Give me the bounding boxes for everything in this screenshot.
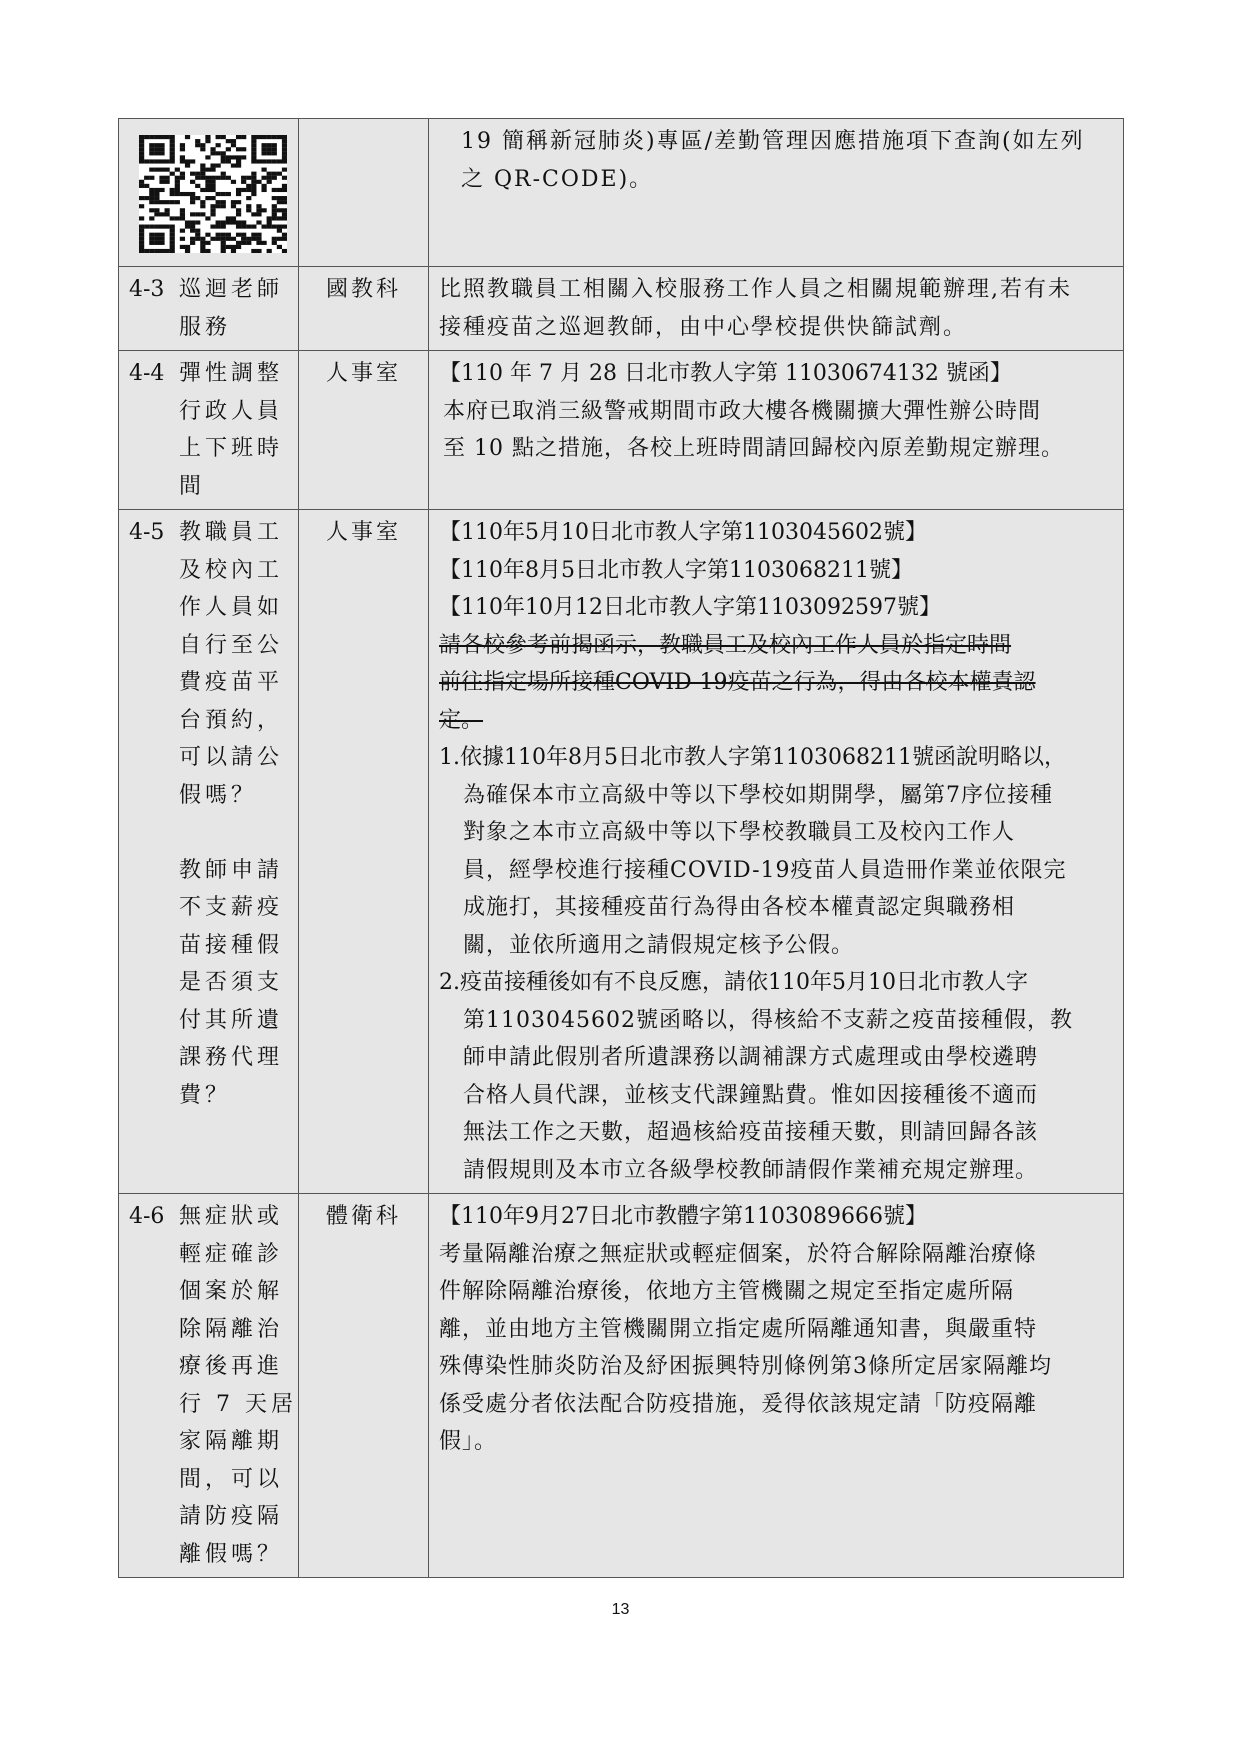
text-line: 1.依據110年8月5日北市教人字第1103068211號函說明略以，: [439, 745, 1066, 770]
question-line: 是否須支: [179, 970, 284, 995]
question-line: 不支薪疫: [179, 895, 284, 920]
question-line: 作人員如: [179, 595, 284, 620]
reference-line: 【110年8月5日北市教人字第1103068211號】: [439, 557, 913, 583]
question-line: 療後再進: [179, 1354, 284, 1379]
text-line: 2.疫苗接種後如有不良反應，請依110年5月10日北市教人字: [439, 970, 1028, 995]
text-line: 接種疫苗之巡迴教師，由中心學校提供快篩試劑。: [439, 314, 968, 340]
qr-code-image[interactable]: [139, 135, 287, 253]
page-number: 13: [611, 1601, 630, 1618]
text-line: 關，並依所適用之請假規定核予公假。: [463, 932, 855, 958]
question-line: 4-4 彈性調整: [129, 355, 288, 393]
text-line: 至 10 點之措施，各校上班時間請回歸校內原差勤規定辦理。: [443, 436, 1064, 461]
text-line: 件解除隔離治療後，依地方主管機關之規定至指定處所隔: [439, 1279, 1015, 1304]
question-line: 除隔離治: [179, 1316, 284, 1342]
content-cell: [429, 119, 1124, 267]
question-line: 離假嗎？: [179, 1541, 284, 1567]
question-line: 個案於解: [179, 1279, 284, 1304]
text-line: 考量隔離治療之無症狀或輕症個案，於符合解除隔離治療條: [439, 1241, 1038, 1267]
table-row: [119, 1194, 1124, 1578]
text-line: 成施打，其接種疫苗行為得由各校本權責認定與職務相: [463, 895, 1016, 920]
table-row: [119, 267, 1124, 351]
question-line: 行 7 天居: [179, 1391, 297, 1417]
unit-cell: 國教科: [299, 267, 429, 351]
content-cell: [429, 510, 1124, 1194]
question-line: 4-5 教職員工: [129, 514, 288, 552]
text-line: 合格人員代課，並核支代課鐘點費。惟如因接種後不適而: [463, 1082, 1039, 1108]
reference-line: 【110 年 7 月 28 日北市教人字第 11030674132 號函】: [439, 361, 1012, 386]
table-row: [119, 351, 1124, 510]
list-item: [439, 964, 1113, 1189]
question-line: 課務代理: [179, 1045, 284, 1070]
question-line: 間，可以: [179, 1466, 284, 1492]
table-row: [119, 510, 1124, 1194]
table-row: [119, 119, 1124, 267]
unit-cell: [299, 119, 429, 267]
text-line: 比照教職員工相關入校服務工作人員之相關規範辦理,若有未: [439, 277, 1072, 302]
question-cell: [119, 267, 299, 351]
question-line: 輕症確診: [179, 1241, 284, 1267]
unit-cell: 人事室: [299, 510, 429, 1194]
question-line: 4-6 無症狀或: [129, 1198, 288, 1236]
struck-text-line: 定。: [439, 707, 484, 733]
question-line: 假嗎？: [179, 782, 258, 808]
qr-cell: [119, 119, 299, 267]
text-line: 本府已取消三級警戒期間市政大樓各機關擴大彈性辦公時間: [443, 398, 1042, 424]
content-cell: [429, 1194, 1124, 1578]
question-line: 苗接種假: [179, 932, 284, 958]
question-line: 費疫苗平: [179, 670, 284, 695]
struck-text-line: 前往指定場所接種COVID-19疫苗之行為，得由各校本權責認: [439, 670, 1036, 695]
question-line: 間: [179, 473, 206, 499]
question-line: 行政人員: [179, 398, 284, 424]
struck-text-line: 請各校參考前揭函示，教職員工及校內工作人員於指定時間: [439, 632, 1012, 658]
text-line: 19 簡稱新冠肺炎)專區/差勤管理因應措施項下查詢(如左列: [461, 129, 1085, 154]
question-number: 4-6: [129, 1204, 165, 1229]
question-cell: [119, 510, 299, 1194]
text-line: 無法工作之天數，超過核給疫苗接種天數，則請回歸各該: [463, 1120, 1039, 1145]
text-line: 為確保本市立高級中等以下學校如期開學，屬第7序位接種: [463, 782, 1053, 808]
unit-cell: 體衛科: [299, 1194, 429, 1578]
content-cell: [429, 351, 1124, 510]
question-line: 費？: [179, 1082, 232, 1108]
question-line: 及校內工: [179, 557, 284, 583]
list-number: 2.: [439, 970, 460, 995]
reference-line: 【110年9月27日北市教體字第1103089666號】: [439, 1204, 927, 1229]
question-number: 4-5: [129, 520, 165, 545]
question-number: 4-4: [129, 361, 165, 386]
text-line: 師申請此假別者所遺課務以調補課方式處理或由學校遴聘: [463, 1045, 1039, 1070]
reference-line: 【110年5月10日北市教人字第1103045602號】: [439, 520, 927, 545]
question-cell: [119, 351, 299, 510]
text-line: 假」。: [439, 1429, 498, 1454]
faq-table: [118, 118, 1124, 1578]
text-line: 員，經學校進行接種COVID-19疫苗人員造冊作業並依限完: [463, 857, 1067, 883]
reference-line: 【110年10月12日北市教人字第1103092597號】: [439, 595, 941, 620]
text-line: 殊傳染性肺炎防治及紓困振興特別條例第3條所定居家隔離均: [439, 1354, 1052, 1379]
question-line: 家隔離期: [179, 1429, 284, 1454]
content-cell: [429, 267, 1124, 351]
text-line: 請假規則及本市立各級學校教師請假作業補充規定辦理。: [463, 1157, 1039, 1183]
text-line: 第1103045602號函略以，得核給不支薪之疫苗接種假，教: [463, 1007, 1073, 1033]
question-line: 付其所遺: [179, 1007, 284, 1033]
text-line: 之 QR-CODE)。: [461, 166, 654, 192]
question-line: 4-3 巡迴老師: [129, 271, 288, 309]
list-item: [439, 739, 1113, 964]
text-line: 離，並由地方主管機關開立指定處所隔離通知書，與嚴重特: [439, 1316, 1038, 1342]
question-number: 4-3: [129, 277, 165, 302]
question-line: 教師申請: [179, 857, 284, 883]
list-number: 1.: [439, 745, 460, 770]
question-spacer: [179, 814, 288, 852]
text-line: 係受處分者依法配合防疫措施，爰得依該規定請「防疫隔離: [439, 1391, 1038, 1417]
question-line: 可以請公: [179, 745, 284, 770]
question-line: 服務: [179, 314, 232, 340]
text-line: 對象之本市立高級中等以下學校教職員工及校內工作人: [463, 820, 1016, 845]
question-line: 自行至公: [179, 632, 284, 658]
question-line: 上下班時: [179, 436, 284, 461]
question-line: 台預約，: [179, 707, 284, 733]
question-line: 請防疫隔: [179, 1504, 284, 1529]
question-cell: [119, 1194, 299, 1578]
unit-cell: 人事室: [299, 351, 429, 510]
